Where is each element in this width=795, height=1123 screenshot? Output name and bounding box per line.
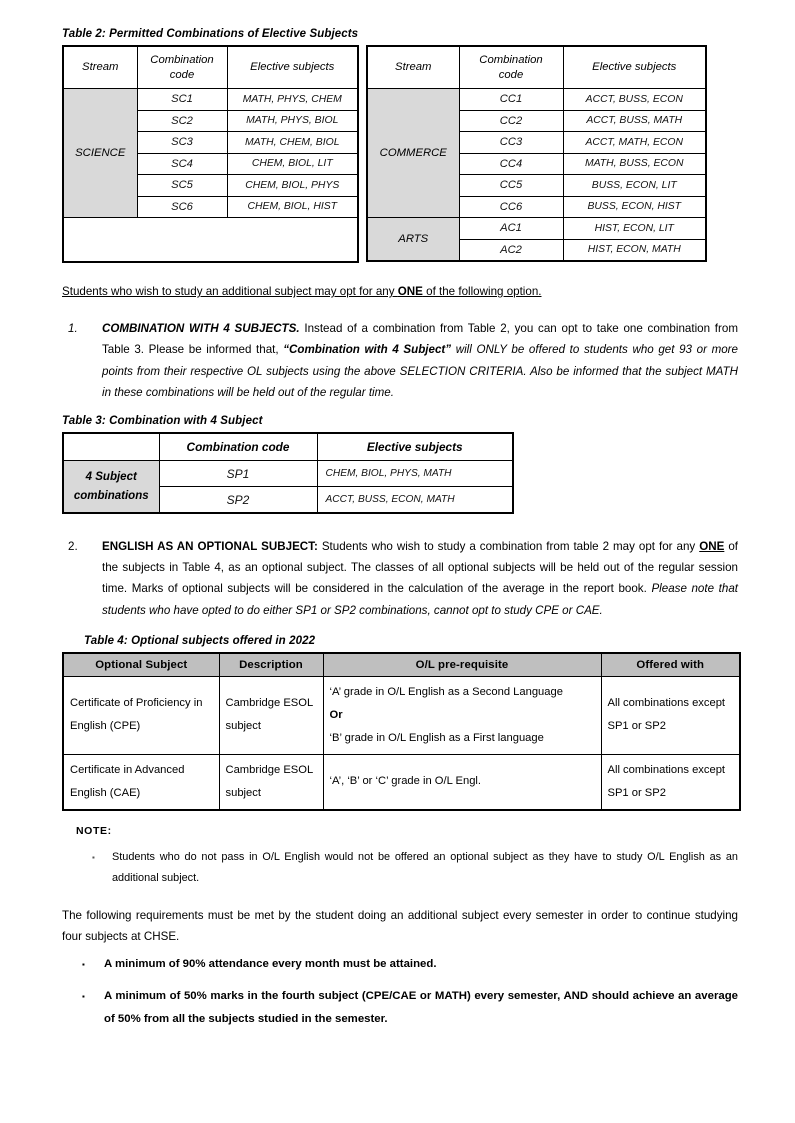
list-item <box>62 953 738 976</box>
col-header-optional-subject: Optional Subject <box>63 653 219 677</box>
combination-code: SC5 <box>137 175 227 197</box>
table-row <box>367 89 706 111</box>
square-bullet-icon: ▪ <box>82 992 85 1002</box>
intro-text-a: Students who wish to study an additional subject may opt for any <box>62 285 398 298</box>
list-marker-2: 2. <box>68 540 78 554</box>
item2-one-emphasis: ONE <box>699 540 725 554</box>
item1-title: COMBINATION WITH 4 SUBJECTS. <box>102 322 300 336</box>
col-header-combination-code <box>459 46 563 89</box>
table2-container <box>62 45 738 263</box>
table4 <box>62 652 741 811</box>
combination-code: SP2 <box>159 487 317 514</box>
table-row <box>63 676 740 754</box>
note-label: NOTE: <box>76 824 112 837</box>
row-label-line2: combinations <box>73 489 149 502</box>
prereq-or: Or <box>329 708 343 721</box>
row-label-line1: 4 Subject <box>85 470 137 483</box>
elective-subjects: CHEM, BIOL, HIST <box>227 196 358 218</box>
col-header-stream: Stream <box>63 46 137 89</box>
requirement-text: A minimum of 90% attendance every month must be attained. <box>104 958 437 971</box>
elective-subjects: ACCT, MATH, ECON <box>563 132 706 154</box>
combination-code: AC1 <box>459 218 563 240</box>
col-header-description: Description <box>219 653 323 677</box>
table-row <box>63 754 740 810</box>
numbered-list-item1 <box>62 318 738 403</box>
table-row <box>63 89 358 111</box>
description: Cambridge ESOL subject <box>219 754 323 810</box>
header-line-code: code <box>169 68 195 81</box>
table-header-row <box>367 46 706 89</box>
col-header-combination-code <box>137 46 227 89</box>
item2-italic-tail: Please note that students who have opted to do either SP1 or SP2 combinations, cannot opt to study CPE or CAE. <box>102 582 738 617</box>
elective-subjects: ACCT, BUSS, ECON, MATH <box>317 487 513 514</box>
table2-left <box>62 45 359 263</box>
col-header-ol-prerequisite: O/L pre-requisite <box>323 653 601 677</box>
elective-subjects: ACCT, BUSS, MATH <box>563 110 706 132</box>
combination-code: SC2 <box>137 110 227 132</box>
intro-one-emphasis: ONE <box>397 285 423 298</box>
elective-subjects: CHEM, BIOL, PHYS, MATH <box>317 461 513 487</box>
combination-code: SC3 <box>137 132 227 154</box>
table-row-empty <box>63 218 358 263</box>
prereq-line-3: ‘B’ grade in O/L English as a First language <box>329 731 544 744</box>
elective-subjects: MATH, PHYS, CHEM <box>227 89 358 111</box>
elective-subjects: CHEM, BIOL, PHYS <box>227 175 358 197</box>
empty-merged-cell <box>63 218 358 263</box>
item2-title: ENGLISH AS AN OPTIONAL SUBJECT: <box>102 540 318 554</box>
combination-code: SC1 <box>137 89 227 111</box>
table-header-row <box>63 46 358 89</box>
item2-text-b: of the subjects in Table 4, as an optional subject. The classes of all optional subjects will be held out of the regular session time. Marks of optional subjects will be considered in the calculation of the average in the report book. <box>102 540 738 596</box>
square-bullet-icon: ▪ <box>92 852 95 862</box>
combination-code: SC6 <box>137 196 227 218</box>
elective-subjects: MATH, CHEM, BIOL <box>227 132 358 154</box>
col-header-combination-code: Combination code <box>159 433 317 461</box>
stream-cell-commerce: COMMERCE <box>367 89 459 218</box>
col-header-offered-with: Offered with <box>601 653 740 677</box>
item1-text-a: Instead of a combination from Table 2, you can opt to take one combination from Table 3. Please be informed that, <box>102 322 738 357</box>
closing-paragraph: The following requirements must be met by the student doing an additional subject every semester in order to continue studying four subjects at CHSE. <box>62 908 738 944</box>
intro-text-b: of the following option. <box>422 285 542 298</box>
list-item <box>62 536 738 621</box>
elective-subjects: HIST, ECON, LIT <box>563 218 706 240</box>
list-marker-1: 1. <box>68 322 78 336</box>
table-row <box>367 218 706 240</box>
ol-prerequisite <box>323 676 601 754</box>
prereq-line-1: ‘A’ grade in O/L English as a Second Language <box>329 685 563 698</box>
optional-subject: Certificate in Advanced English (CAE) <box>63 754 219 810</box>
combination-code: AC2 <box>459 239 563 261</box>
list-item <box>76 847 738 889</box>
header-line-combination: Combination <box>479 53 543 66</box>
col-header-blank <box>63 433 159 461</box>
elective-subjects: ACCT, BUSS, ECON <box>563 89 706 111</box>
col-header-elective-subjects: Elective subjects <box>227 46 358 89</box>
row-label-4-subject-combinations <box>63 461 159 514</box>
intro-line <box>62 281 738 302</box>
requirements-list <box>62 953 738 1031</box>
ol-prerequisite: ‘A’, ‘B’ or ‘C’ grade in O/L Engl. <box>323 754 601 810</box>
intro-underlined <box>62 285 542 298</box>
col-header-elective-subjects: Elective subjects <box>563 46 706 89</box>
requirement-text: A minimum of 50% marks in the fourth subject (CPE/CAE or MATH) every semester, AND should achieve an average of 50% from all the subjects studied in the semester. <box>104 990 738 1026</box>
elective-subjects: BUSS, ECON, HIST <box>563 196 706 218</box>
description: Cambridge ESOL subject <box>219 676 323 754</box>
note-bullet-list <box>76 847 738 889</box>
offered-with: All combinations except SP1 or SP2 <box>601 754 740 810</box>
combination-code: SP1 <box>159 461 317 487</box>
list-item <box>62 318 738 403</box>
elective-subjects: MATH, PHYS, BIOL <box>227 110 358 132</box>
col-header-elective-subjects: Elective subjects <box>317 433 513 461</box>
table-header-row <box>63 433 513 461</box>
note-item-text: Students who do not pass in O/L English would not be offered an optional subject as they have to study O/L English as an additional subject. <box>112 850 738 884</box>
offered-with: All combinations except SP1 or SP2 <box>601 676 740 754</box>
table3-caption: Table 3: Combination with 4 Subject <box>62 415 263 428</box>
item1-text-b: will ONLY be offered to students who get 93 or more points from their respective OL subjects using the above SELECTION CRITERIA. Also be informed that the subject MATH in these combinations will be held out of the regular time. <box>102 343 738 399</box>
combination-code: CC2 <box>459 110 563 132</box>
combination-code: CC3 <box>459 132 563 154</box>
col-header-stream: Stream <box>367 46 459 89</box>
list-item <box>62 985 738 1031</box>
header-line-code: code <box>498 68 524 81</box>
table-header-row <box>63 653 740 677</box>
elective-subjects: MATH, BUSS, ECON <box>563 153 706 175</box>
optional-subject: Certificate of Proficiency in English (CPE) <box>63 676 219 754</box>
stream-cell-arts: ARTS <box>367 218 459 262</box>
numbered-list-item2 <box>62 536 738 621</box>
item1-quoted-phrase: “Combination with 4 Subject” <box>283 343 452 357</box>
combination-code: SC4 <box>137 153 227 175</box>
combination-code: CC6 <box>459 196 563 218</box>
elective-subjects: BUSS, ECON, LIT <box>563 175 706 197</box>
combination-code: CC4 <box>459 153 563 175</box>
elective-subjects: CHEM, BIOL, LIT <box>227 153 358 175</box>
combination-code: CC1 <box>459 89 563 111</box>
elective-subjects: HIST, ECON, MATH <box>563 239 706 261</box>
table4-caption: Table 4: Optional subjects offered in 2022 <box>84 634 316 647</box>
combination-code: CC5 <box>459 175 563 197</box>
table-row <box>63 461 513 487</box>
item2-text-a: Students who wish to study a combination from table 2 may opt for any <box>317 540 700 554</box>
table2-caption: Table 2: Permitted Combinations of Elective Subjects <box>62 28 359 40</box>
table3 <box>62 432 514 514</box>
table2-right <box>366 45 707 262</box>
header-line-combination: Combination <box>150 53 214 66</box>
stream-cell-science: SCIENCE <box>63 89 137 218</box>
square-bullet-icon: ▪ <box>82 960 85 970</box>
